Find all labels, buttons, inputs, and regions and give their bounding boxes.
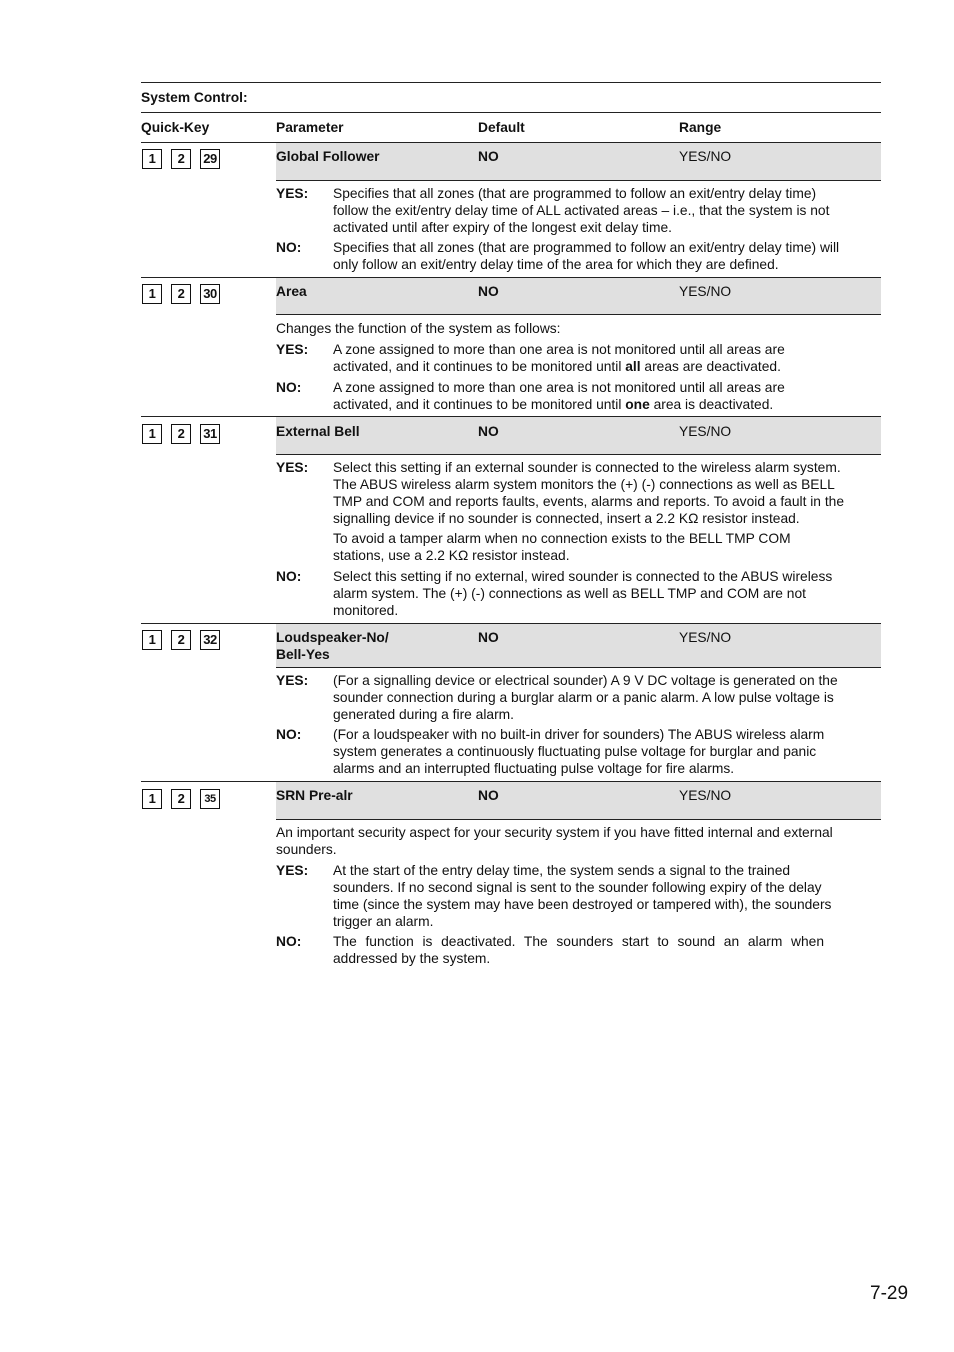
text-span: activated, and it continues to be monitored until — [333, 397, 626, 412]
text-line: sounders. — [276, 842, 337, 857]
text-line: A zone assigned to more than one area is not monitored until all areas are — [333, 342, 785, 357]
rule — [276, 180, 881, 181]
parameter-name: SRN Pre-alr — [276, 788, 353, 803]
no-description — [333, 726, 873, 777]
no-label: NO: — [276, 727, 302, 742]
parameter-default: NO — [478, 149, 499, 164]
parameter-default: NO — [478, 424, 499, 439]
yes-label: YES: — [276, 673, 309, 688]
parameter-range: YES/NO — [679, 149, 732, 164]
text-line: sounders. If no second signal is sent to the sounder following expiry of the delay — [333, 880, 822, 895]
parameter-row-shade — [276, 782, 881, 819]
text-line: Loudspeaker-No/ — [276, 630, 389, 645]
parameter-name: Global Follower — [276, 149, 380, 164]
text-line: (For a signalling device or electrical sounder) A 9 V DC voltage is generated on the — [333, 673, 838, 688]
text-line: sounder connection during a burglar alarm or a panic alarm. A low pulse voltage is — [333, 690, 834, 705]
quick-key-3: 29 — [200, 149, 220, 169]
text-line: system generates a continuously fluctuating pulse voltage for burglar and panic — [333, 744, 817, 759]
parameter-default: NO — [478, 788, 499, 803]
parameter-range: YES/NO — [679, 630, 732, 645]
text-line: TMP and COM and reports faults, events, alarms and reports. To avoid a fault in the — [333, 494, 844, 509]
quick-key-1: 1 — [142, 149, 162, 169]
parameter-default: NO — [478, 284, 499, 299]
yes-description — [333, 459, 873, 527]
yes-label: YES: — [276, 186, 309, 201]
quick-key-2: 2 — [171, 424, 191, 444]
text-line: Specifies that all zones (that are programmed to follow an exit/entry delay time) will — [333, 240, 840, 255]
text-line: (For a loudspeaker with no built-in driver for sounders) The ABUS wireless alarm — [333, 727, 825, 742]
rule — [276, 314, 881, 315]
text-line: Select this setting if an external sounder is connected to the wireless alarm system. — [333, 460, 841, 475]
text-line: only follow an exit/entry delay time of the area for which they are defined. — [333, 257, 779, 272]
quick-key-3: 35 — [200, 789, 220, 809]
no-description — [333, 239, 873, 273]
text-line: generated during a fire alarm. — [333, 707, 514, 722]
column-header-parameter: Parameter — [276, 120, 344, 135]
text-line: To avoid a tamper alarm when no connection exists to the BELL TMP COM — [333, 531, 791, 546]
rule — [276, 819, 881, 820]
quick-key-1: 1 — [142, 630, 162, 650]
quick-key-1: 1 — [142, 424, 162, 444]
yes-description — [333, 862, 873, 930]
yes-description — [333, 341, 873, 375]
rule — [141, 112, 881, 113]
text-line: stations, use a 2.2 KΩ resistor instead. — [333, 548, 570, 563]
column-header-default: Default — [478, 120, 525, 135]
no-label: NO: — [276, 569, 302, 584]
text-line — [333, 396, 873, 413]
yes-label: YES: — [276, 342, 309, 357]
rule — [276, 454, 881, 455]
text-line: alarm system. The (+) (-) connections as well as BELL TMP and COM are not — [333, 586, 806, 601]
no-label: NO: — [276, 934, 302, 949]
text-line: monitored. — [333, 603, 399, 618]
text-line: time (since the system may have been destroyed or tampered with), the sounders — [333, 897, 832, 912]
yes-label: YES: — [276, 863, 309, 878]
quick-key-3: 32 — [200, 630, 220, 650]
quick-key-3: 31 — [200, 424, 220, 444]
top-rule — [141, 82, 881, 83]
emphasis: all — [625, 359, 641, 374]
parameter-row-shade — [276, 417, 881, 454]
text-line: addressed by the system. — [333, 951, 491, 966]
quick-key-2: 2 — [171, 149, 191, 169]
parameter-name: Area — [276, 284, 307, 299]
section-title: System Control: — [141, 90, 248, 105]
quick-key-1: 1 — [142, 789, 162, 809]
parameter-default: NO — [478, 630, 499, 645]
rule — [276, 667, 881, 668]
parameter-name — [276, 629, 389, 663]
no-description — [333, 933, 824, 967]
quick-key-2: 2 — [171, 630, 191, 650]
text-span: activated, and it continues to be monitored until — [333, 359, 626, 374]
parameter-row-shade — [276, 278, 881, 314]
column-header-quickkey: Quick-Key — [141, 120, 210, 135]
column-header-range: Range — [679, 120, 722, 135]
parameter-name: External Bell — [276, 424, 360, 439]
yes-additional-note — [333, 530, 873, 564]
text-line: follow the exit/entry delay time of ALL activated areas – i.e., that the system is not — [333, 203, 830, 218]
no-description — [333, 379, 873, 413]
text-line: A zone assigned to more than one area is not monitored until all areas are — [333, 380, 785, 395]
parameter-range: YES/NO — [679, 284, 732, 299]
emphasis: one — [625, 397, 650, 412]
text-line: At the start of the entry delay time, the system sends a signal to the trained — [333, 863, 791, 878]
no-label: NO: — [276, 380, 302, 395]
text-span: area is deactivated. — [649, 397, 774, 412]
text-line: An important security aspect for your security system if you have fitted internal and external — [276, 825, 833, 840]
text-line — [333, 358, 873, 375]
text-line: activated until after expiry of the longest exit delay time. — [333, 220, 672, 235]
yes-description — [333, 672, 873, 723]
quick-key-3: 30 — [200, 284, 220, 304]
text-line: alarms and an interrupted fluctuating pulse voltage for fire alarms. — [333, 761, 735, 776]
page-number: 7-29 — [870, 1283, 909, 1304]
text-line: Specifies that all zones (that are programmed to follow an exit/entry delay time) — [333, 186, 817, 201]
quick-key-1: 1 — [142, 284, 162, 304]
yes-description — [333, 185, 873, 236]
text-line: signalling device if no sounder is connected, insert a 2.2 KΩ resistor instead. — [333, 511, 800, 526]
text-line: Select this setting if no external, wired sounder is connected to the ABUS wireless — [333, 569, 833, 584]
no-description — [333, 568, 873, 619]
yes-label: YES: — [276, 460, 309, 475]
parameter-range: YES/NO — [679, 424, 732, 439]
no-label: NO: — [276, 240, 302, 255]
parameter-range: YES/NO — [679, 788, 732, 803]
intro-text: Changes the function of the system as follows: — [276, 321, 561, 336]
intro-text — [276, 824, 876, 858]
text-line: The function is deactivated. The sounders start to sound an alarm when — [333, 934, 824, 949]
quick-key-2: 2 — [171, 284, 191, 304]
text-line: The ABUS wireless alarm system monitors the (+) (-) connections as well as BELL — [333, 477, 835, 492]
text-line: Bell-Yes — [276, 647, 330, 662]
text-line: trigger an alarm. — [333, 914, 434, 929]
text-span: areas are deactivated. — [640, 359, 781, 374]
quick-key-2: 2 — [171, 789, 191, 809]
